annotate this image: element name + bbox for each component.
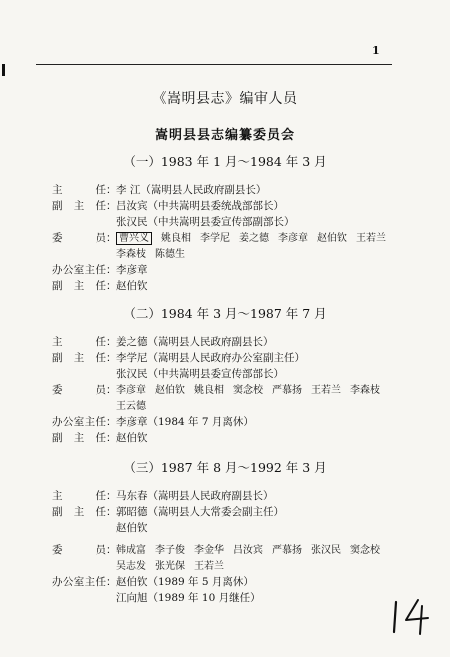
- colon: ：: [106, 352, 117, 364]
- member-name: 窦念校: [233, 385, 263, 396]
- colon: ：: [106, 184, 117, 196]
- handwritten-number-mark: [388, 596, 436, 636]
- member-name: 陈德生: [155, 249, 185, 260]
- colon: ：: [106, 416, 117, 428]
- deputy-director-name: 吕汝宾（中共嵩明县委统战部部长）: [116, 200, 284, 212]
- director-name: 姜之德（嵩明县人民政府副县长）: [116, 336, 274, 348]
- office-director-row: [52, 574, 254, 590]
- role-label: 主 任: [52, 184, 106, 196]
- role-label: 办公室主任: [52, 416, 106, 428]
- member-name: 李彦章: [116, 385, 146, 396]
- role-label: 委 员: [52, 232, 106, 244]
- member-name: 姚良相: [161, 233, 191, 244]
- binding-edge-mark: [2, 64, 5, 76]
- role-label: 副 主 任: [52, 352, 106, 364]
- period-heading: （三）1987 年 8 月～1992 年 3 月: [123, 460, 327, 475]
- role-label: 委 员: [52, 384, 106, 396]
- member-name: 王云德: [116, 401, 146, 412]
- members-continuation: [116, 398, 155, 415]
- member-name: 王若兰: [311, 385, 341, 396]
- deputy-director-name: 李学尼（嵩明县人民政府办公室副主任）: [116, 352, 305, 364]
- colon: ：: [106, 336, 117, 348]
- member-name: 严慕扬: [272, 545, 302, 556]
- role-label: 主 任: [52, 490, 106, 502]
- office-director-name: 赵伯钦（1989 年 5 月离休）: [116, 576, 254, 588]
- director-name: 马东春（嵩明县人民政府副县长）: [116, 490, 274, 502]
- period-heading: （二）1984 年 3 月～1987 年 7 月: [123, 306, 327, 321]
- director-row: [52, 488, 274, 504]
- role-label: 副 主 任: [52, 432, 106, 444]
- colon: ：: [106, 280, 117, 292]
- deputy-director-row: [52, 350, 305, 366]
- members-continuation: [116, 246, 194, 263]
- member-name: 李彦章: [278, 233, 308, 244]
- committee-title: 嵩明县县志编纂委员会: [154, 128, 295, 143]
- deputy-director-name: 张汉民（中共嵩明县委宣传部部长）: [116, 368, 284, 380]
- colon: ：: [106, 384, 117, 396]
- deputy-director-name: 郭昭德（嵩明县人大常委会副主任）: [116, 506, 284, 518]
- members-row: [52, 382, 389, 399]
- member-name: 韩成富: [116, 545, 146, 556]
- member-name: 李金华: [194, 545, 224, 556]
- colon: ：: [106, 544, 117, 556]
- member-name: 李森枝: [116, 249, 146, 260]
- colon: ：: [106, 232, 117, 244]
- role-label: 委 员: [52, 544, 106, 556]
- office-deputy-name: 赵伯钦: [116, 280, 148, 292]
- office-director-successor: 江向旭（1989 年 10 月继任）: [116, 592, 261, 604]
- director-row: [52, 334, 274, 350]
- member-name: 严慕扬: [272, 385, 302, 396]
- role-label: 副 主 任: [52, 280, 106, 292]
- deputy-director-row: [52, 198, 284, 214]
- office-deputy-row: [52, 278, 148, 294]
- office-deputy-row: [52, 430, 148, 446]
- members-row: [52, 542, 389, 559]
- period-heading: （一）1983 年 1 月～1984 年 3 月: [123, 154, 327, 169]
- member-name: 赵伯钦: [317, 233, 347, 244]
- member-name: 曹兴义: [116, 232, 152, 245]
- member-name: 王若兰: [356, 233, 386, 244]
- colon: ：: [106, 576, 117, 588]
- member-name: 窦念校: [350, 545, 380, 556]
- office-director-row: [52, 262, 148, 278]
- role-label: 办公室主任: [52, 264, 106, 276]
- colon: ：: [106, 200, 117, 212]
- office-deputy-name: 赵伯钦: [116, 432, 148, 444]
- member-name: 李学尼: [200, 233, 230, 244]
- deputy-director-row: [52, 504, 284, 520]
- member-name: 赵伯钦: [155, 385, 185, 396]
- deputy-director-name: 张汉民（中共嵩明县委宣传部副部长）: [116, 216, 295, 228]
- member-name: 李子俊: [155, 545, 185, 556]
- colon: ：: [106, 490, 117, 502]
- colon: ：: [106, 506, 117, 518]
- member-name: 张光保: [155, 561, 185, 572]
- member-name: 吴志发: [116, 561, 146, 572]
- members-continuation: [116, 558, 233, 575]
- member-name: 王若兰: [194, 561, 224, 572]
- office-director-row: [52, 414, 254, 430]
- office-director-name: 李彦章（1984 年 7 月离休）: [116, 416, 254, 428]
- office-director-name: 李彦章: [116, 264, 148, 276]
- member-name: 姜之德: [239, 233, 269, 244]
- role-label: 主 任: [52, 336, 106, 348]
- member-name: 吕汝宾: [233, 545, 263, 556]
- page-number: 1: [372, 44, 380, 57]
- member-name: 张汉民: [311, 545, 341, 556]
- book-title: 《嵩明县志》编审人员: [152, 91, 298, 107]
- colon: ：: [106, 264, 117, 276]
- member-name: 姚良相: [194, 385, 224, 396]
- members-row: [52, 230, 395, 247]
- role-label: 副 主 任: [52, 506, 106, 518]
- director-name: 李 江（嵩明县人民政府副县长）: [116, 184, 267, 196]
- member-name: 李森枝: [350, 385, 380, 396]
- role-label: 副 主 任: [52, 200, 106, 212]
- director-row: [52, 182, 266, 198]
- colon: ：: [106, 432, 117, 444]
- deputy-director-name: 赵伯钦: [116, 522, 148, 534]
- header-rule: [36, 64, 392, 65]
- role-label: 办公室主任: [52, 576, 106, 588]
